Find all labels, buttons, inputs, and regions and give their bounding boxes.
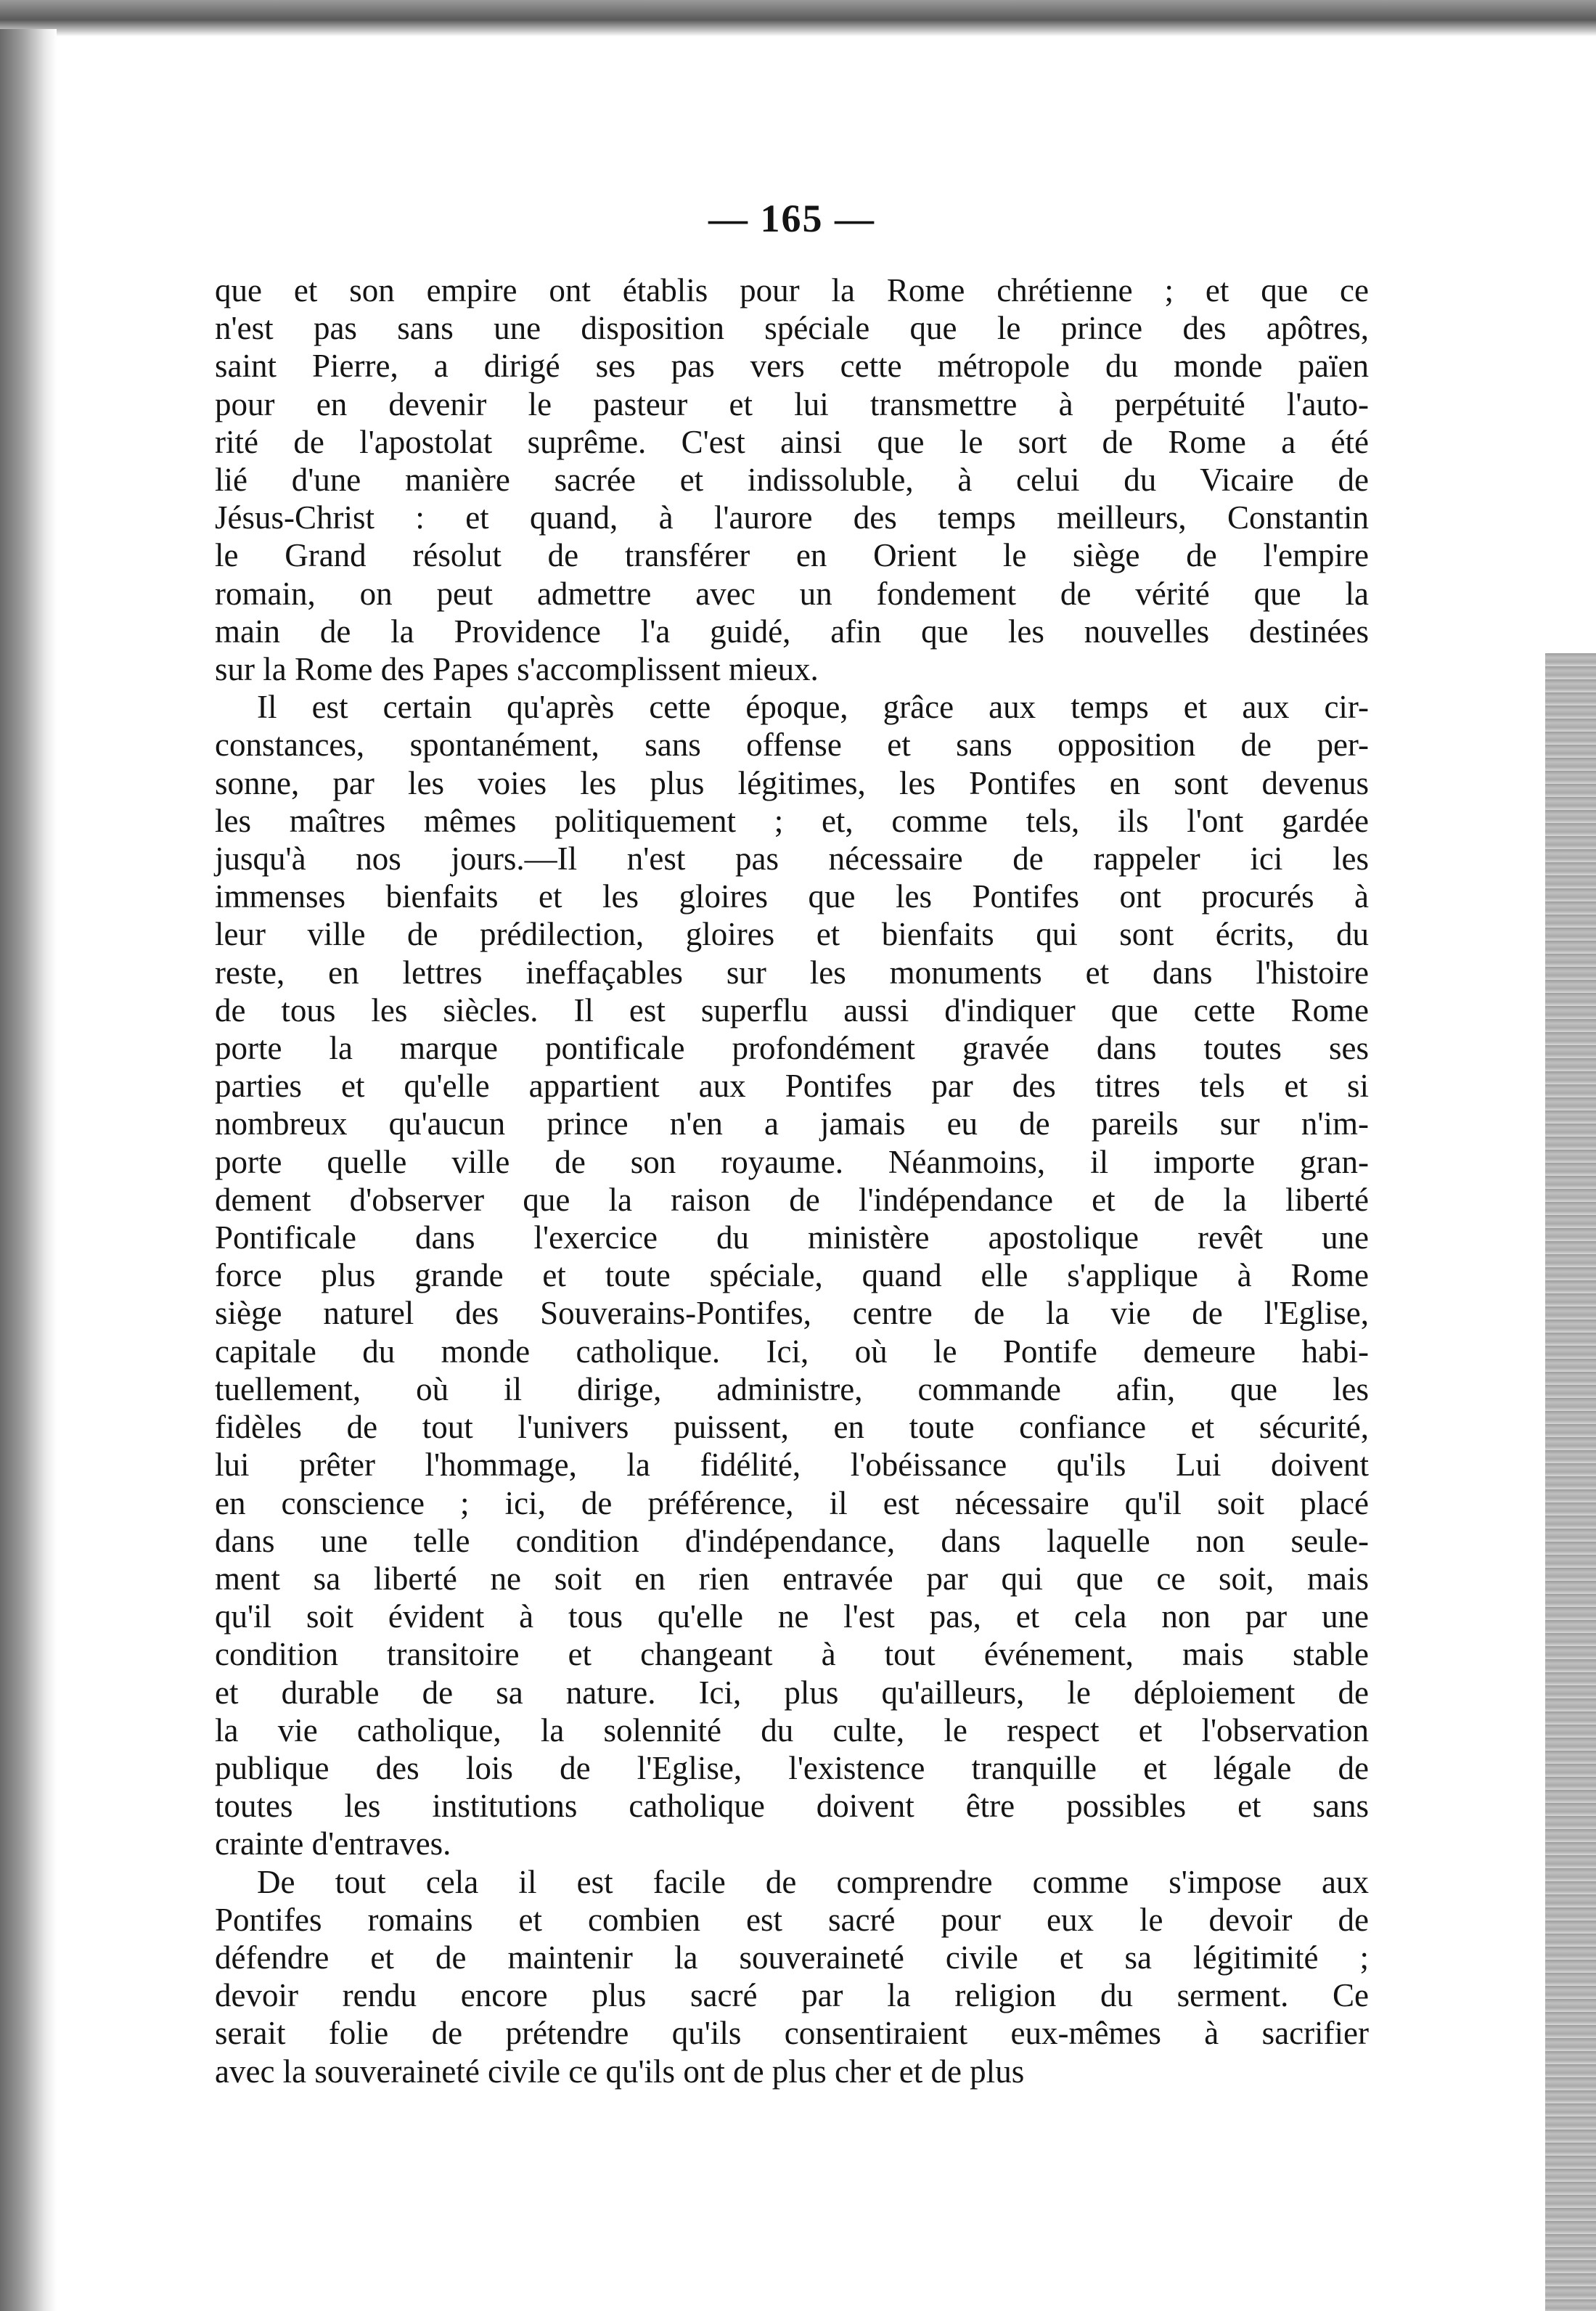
text-line: pour en devenir le pasteur et lui transmettre à perpétuité l'auto-: [215, 385, 1369, 422]
text-line: Il est certain qu'après cette époque, grâce aux temps et aux cir-: [257, 689, 1369, 726]
text-line: qu'il soit évident à tous qu'elle ne l'est pas, et cela non par une: [215, 1598, 1369, 1635]
text-line: défendre et de maintenir la souveraineté civile et sa légitimité ;: [215, 1939, 1369, 1976]
text-line: ment sa liberté ne soit en rien entravée par qui que ce soit, mais: [215, 1560, 1369, 1597]
text-line: porte quelle ville de son royaume. Néanmoins, il importe gran-: [215, 1143, 1369, 1180]
text-line: saint Pierre, a dirigé ses pas vers cette métropole du monde païen: [215, 348, 1369, 385]
text-line: porte la marque pontificale profondément gravée dans toutes ses: [215, 1030, 1369, 1067]
text-line: leur ville de prédilection, gloires et bienfaits qui sont écrits, du: [215, 916, 1369, 953]
text-line: la vie catholique, la solennité du culte, le respect et l'observation: [215, 1711, 1369, 1748]
paragraph: [215, 1863, 1369, 2090]
text-line: main de la Providence l'a guidé, afin que les nouvelles destinées: [215, 613, 1369, 650]
book-page: [215, 196, 1369, 2090]
paragraph: [215, 688, 1369, 1862]
text-line: lui prêter l'hommage, la fidélité, l'obéissance qu'ils Lui doivent: [215, 1447, 1369, 1484]
text-line: dement d'observer que la raison de l'indépendance et de la liberté: [215, 1181, 1369, 1218]
text-line: jusqu'à nos jours.—Il n'est pas nécessaire de rappeler ici les: [215, 840, 1369, 878]
text-line: et durable de sa nature. Ici, plus qu'ailleurs, le déploiement de: [215, 1674, 1369, 1711]
text-line: immenses bienfaits et les gloires que les Pontifes ont procurés à: [215, 878, 1369, 915]
text-line: de tous les siècles. Il est superflu aussi d'indiquer que cette Rome: [215, 991, 1369, 1028]
text-line: Jésus-Christ : et quand, à l'aurore des temps meilleurs, Constantin: [215, 499, 1369, 536]
text-line: publique des lois de l'Eglise, l'existence tranquille et légale de: [215, 1749, 1369, 1786]
text-line: dans une telle condition d'indépendance, dans laquelle non seule-: [215, 1522, 1369, 1559]
text-line: avec la souveraineté civile ce qu'ils ont de plus cher et de plus: [215, 2053, 1025, 2090]
text-line: parties et qu'elle appartient aux Pontifes par des titres tels et si: [215, 1068, 1369, 1105]
scan-left-binding-edge: [0, 29, 57, 2311]
text-line: que et son empire ont établis pour la Rome chrétienne ; et que ce: [215, 272, 1369, 308]
text-line: siège naturel des Souverains-Pontifes, centre de la vie de l'Eglise,: [215, 1295, 1369, 1332]
text-line: sur la Rome des Papes s'accomplissent mieux.: [215, 651, 819, 688]
text-line: reste, en lettres ineffaçables sur les monuments et dans l'histoire: [215, 954, 1369, 991]
text-line: capitale du monde catholique. Ici, où le Pontife demeure habi-: [215, 1333, 1369, 1370]
text-line: Pontifes romains et combien est sacré pour eux le devoir de: [215, 1901, 1369, 1938]
text-line: constances, spontanément, sans offense et sans opposition de per-: [215, 727, 1369, 764]
scan-top-border: [0, 0, 1596, 36]
text-line: fidèles de tout l'univers puissent, en toute confiance et sécurité,: [215, 1409, 1369, 1446]
text-line: nombreux qu'aucun prince n'en a jamais eu de pareils sur n'im-: [215, 1105, 1369, 1142]
paragraph: [215, 271, 1369, 688]
text-line: toutes les institutions catholique doivent être possibles et sans: [215, 1788, 1369, 1825]
text-line: romain, on peut admettre avec un fondement de vérité que la: [215, 575, 1369, 612]
page-body-text: [215, 271, 1369, 2090]
text-line: crainte d'entraves.: [215, 1825, 451, 1862]
text-line: condition transitoire et changeant à tout événement, mais stable: [215, 1636, 1369, 1673]
text-line: devoir rendu encore plus sacré par la religion du serment. Ce: [215, 1977, 1369, 2014]
text-line: rité de l'apostolat suprême. C'est ainsi que le sort de Rome a été: [215, 423, 1369, 460]
scan-right-edge-noise: [1545, 653, 1596, 2311]
text-line: force plus grande et toute spéciale, quand elle s'applique à Rome: [215, 1257, 1369, 1294]
text-line: serait folie de prétendre qu'ils consentiraient eux-mêmes à sacrifier: [215, 2015, 1369, 2052]
text-line: n'est pas sans une disposition spéciale que le prince des apôtres,: [215, 310, 1369, 347]
text-line: en conscience ; ici, de préférence, il est nécessaire qu'il soit placé: [215, 1484, 1369, 1521]
text-line: Pontificale dans l'exercice du ministère apostolique revêt une: [215, 1219, 1369, 1256]
text-line: sonne, par les voies les plus légitimes, les Pontifes en sont devenus: [215, 764, 1369, 801]
text-line: De tout cela il est facile de comprendre comme s'impose aux: [257, 1863, 1369, 1900]
text-line: tuellement, où il dirige, administre, commande afin, que les: [215, 1370, 1369, 1407]
text-line: lié d'une manière sacrée et indissoluble, à celui du Vicaire de: [215, 462, 1369, 499]
page-number: — 165 —: [708, 197, 875, 240]
text-line: le Grand résolut de transférer en Orient le siège de l'empire: [215, 537, 1369, 574]
text-line: les maîtres mêmes politiquement ; et, comme tels, ils l'ont gardée: [215, 802, 1369, 839]
